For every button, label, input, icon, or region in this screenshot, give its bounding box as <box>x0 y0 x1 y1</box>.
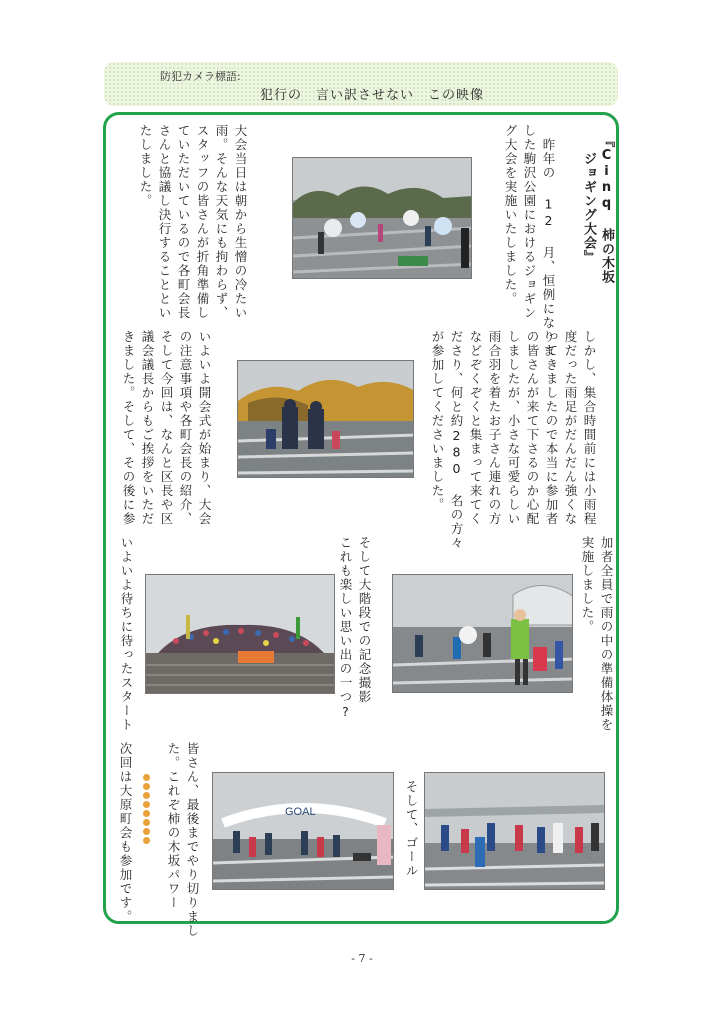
bullet-dot-icon <box>143 828 150 835</box>
bullet-dot-icon <box>143 783 150 790</box>
photo-rain-gathering <box>292 157 472 279</box>
weather-paragraph: 大会当日は朝から生憎の冷たい 雨。そんな天気にも拘わらず、 スタッフの皆さんが折角準備し ていただいているので各町会長 さんと協議し決行することとい たしました。 <box>138 124 248 320</box>
finish-paragraph: 皆さん、最後までやり切りまし た。これぞ柿の木坂パワー <box>166 742 200 938</box>
bullet-dot-icon <box>143 837 150 844</box>
bullet-dot-icon <box>143 819 150 826</box>
photo-group-stairs <box>145 574 335 694</box>
slogan-text: 犯行の 言い訳させない この映像 <box>260 88 485 103</box>
article-title-line1: 『Cinq 柿の木坂 <box>599 134 614 284</box>
bullet-dot-icon <box>143 792 150 799</box>
ceremony-paragraph: いよいよ開会式が始まり、大会 の注意事項や各町会長の紹介、 そして今回は、なんと区長や区 議会議長からもご挨拶をいただ きました。そして、その後に参 <box>121 330 212 526</box>
slogan-label: 防犯カメラ標語: <box>160 70 241 83</box>
page-number: - 7 - <box>351 952 373 965</box>
goal-banner-text: GOAL <box>285 806 316 818</box>
decorative-bullet-dots <box>141 774 151 844</box>
photo-goal-arch <box>212 772 394 890</box>
next-paragraph: 次回は大原町会も参加です。 <box>118 742 133 924</box>
photo-group-stairs-image <box>146 575 335 694</box>
bullet-dot-icon <box>143 774 150 781</box>
bullet-dot-icon <box>143 801 150 808</box>
goal-paragraph: そして、ゴール <box>404 780 419 878</box>
slogan-banner <box>104 62 618 106</box>
intro-paragraph: 昨年の 12 月、恒例になりま した駒沢公園におけるジョギン グ大会を実施いたしました。 <box>503 124 556 358</box>
start-paragraph: いよいよ待ちに待ったスタート <box>119 536 134 732</box>
photo-runners <box>424 772 605 890</box>
photo-rain-gathering-image <box>293 158 472 279</box>
photo-family-rain-image <box>238 361 414 478</box>
stairs-paragraph: そして大階段での記念撮影 これも楽しい思い出の一つ? <box>338 536 372 721</box>
article-title-line2: ジョギング大会』 <box>581 152 596 264</box>
bullet-dot-icon <box>143 810 150 817</box>
photo-goal-arch-image <box>213 773 394 890</box>
photo-runners-image <box>425 773 605 890</box>
warmup-paragraph: 加者全員で雨の中の準備体操を 実施しました。 <box>580 536 614 732</box>
rain-paragraph: しかし、集合時間前には小雨程 度だった雨足がだんだん強くな ってきましたので本当に参加者 の皆さんが来て下さるのか心配 しましたが、小さな可愛らしい 雨合羽を着たお子さん連れの方 などぞくぞくと集まって来てく ださり、何と約280 名の方々 が参加してくださいました。 <box>430 330 597 550</box>
photo-family-rain <box>237 360 414 478</box>
photo-warmup <box>392 574 573 693</box>
photo-warmup-image <box>393 575 573 693</box>
